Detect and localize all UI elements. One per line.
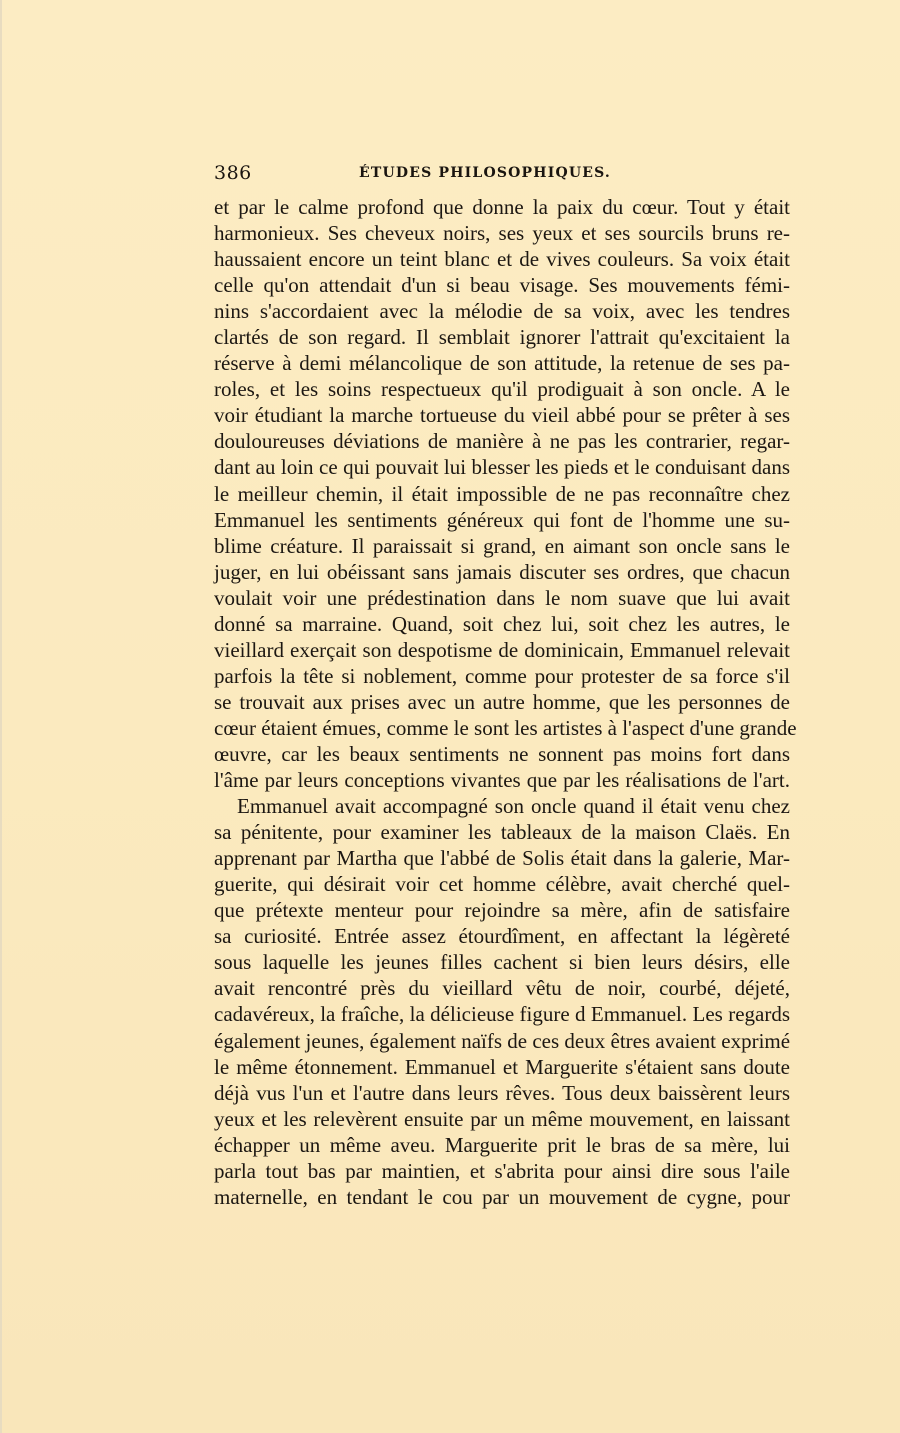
text-line: nins s'accordaient avec la mélodie de sa voix, avec les tendres — [214, 299, 790, 324]
text-line: blime créature. Il paraissait si grand, en aimant son oncle sans le — [214, 533, 790, 558]
text-line: sous laquelle les jeunes filles cachent si bien leurs désirs, elle — [214, 950, 790, 975]
text-line: juger, en lui obéissant sans jamais discuter ses ordres, que chacun — [214, 559, 790, 584]
text-line: le même étonnement. Emmanuel et Marguerite s'étaient sans doute — [214, 1054, 790, 1079]
text-line: harmonieux. Ses cheveux noirs, ses yeux et ses sourcils bruns re- — [214, 221, 790, 246]
text-line: échapper un même aveu. Marguerite prit le bras de sa mère, lui — [214, 1132, 790, 1157]
text-line: que prétexte menteur pour rejoindre sa mère, afin de satisfaire — [214, 898, 790, 923]
text-line: celle qu'on attendait d'un si beau visage. Ses mouvements fémi- — [214, 273, 790, 298]
text-line: maternelle, en tendant le cou par un mouvement de cygne, pour — [214, 1184, 790, 1209]
text-line: Emmanuel avait accompagné son oncle quand il était venu chez — [237, 794, 790, 819]
text-line: également jeunes, également naïfs de ces deux êtres avaient exprimé — [214, 1028, 791, 1053]
text-line: le meilleur chemin, il était impossible de ne pas reconnaître chez — [214, 481, 790, 506]
text-line: guerite, qui désirait voir cet homme célèbre, avait cherché quel- — [214, 872, 790, 897]
paragraph-2 — [214, 793, 790, 1210]
text-line: clartés de son regard. Il semblait ignorer l'attrait qu'excitaient la — [214, 325, 790, 350]
text-line: cadavéreux, la fraîche, la délicieuse figure d Emmanuel. Les regards — [214, 1002, 790, 1027]
text-line: cœur étaient émues, comme le sont les artistes à l'aspect d'une grande — [214, 715, 797, 740]
text-line: roles, et les soins respectueux qu'il prodiguait à son oncle. A le — [214, 377, 790, 402]
text-line: l'âme par leurs conceptions vivantes que par les réalisations de l'art. — [214, 768, 790, 793]
text-line: haussaient encore un teint blanc et de vives couleurs. Sa voix était — [214, 247, 790, 272]
running-head — [214, 160, 790, 186]
text-line: douloureuses déviations de manière à ne pas les contrarier, regar- — [214, 429, 790, 454]
text-line: avait rencontré près du vieillard vêtu de noir, courbé, déjeté, — [214, 976, 790, 1001]
text-line: voulait voir une prédestination dans le nom suave que lui avait — [214, 585, 790, 610]
text-line: parfois la tête si noblement, comme pour protester de sa force s'il — [214, 663, 790, 688]
text-line: sa pénitente, pour examiner les tableaux de la maison Claës. En — [214, 820, 790, 845]
text-line: et par le calme profond que donne la paix du cœur. Tout y était — [214, 195, 790, 219]
body-text — [214, 194, 797, 1210]
text-line: se trouvait aux prises avec un autre homme, que les personnes de — [214, 689, 790, 714]
text-line: apprenant par Martha que l'abbé de Solis était dans la galerie, Mar- — [214, 846, 790, 871]
text-line: Emmanuel les sentiments généreux qui font de l'homme une su- — [214, 507, 790, 532]
text-line: déjà vus l'un et l'autre dans leurs rêves. Tous deux baissèrent leurs — [214, 1080, 790, 1105]
text-line: parla tout bas par maintien, et s'abrita pour ainsi dire sous l'aile — [214, 1158, 790, 1183]
text-line: vieillard exerçait son despotisme de dominicain, Emmanuel relevait — [214, 637, 790, 662]
text-line: dant au loin ce qui pouvait lui blesser les pieds et le conduisant dans — [214, 455, 790, 480]
running-title: ÉTUDES PHILOSOPHIQUES. — [359, 165, 612, 181]
text-line: sa curiosité. Entrée assez étourdîment, en affectant la légèreté — [214, 924, 790, 949]
text-line: voir étudiant la marche tortueuse du vieil abbé pour se prêter à ses — [214, 403, 790, 428]
text-line: réserve à demi mélancolique de son attitude, la retenue de ses pa- — [214, 351, 790, 376]
text-line: œuvre, car les beaux sentiments ne sonnent pas moins fort dans — [214, 741, 790, 766]
text-line: donné sa marraine. Quand, soit chez lui, soit chez les autres, le — [214, 611, 790, 636]
text-line: yeux et les relevèrent ensuite par un même mouvement, en laissant — [214, 1106, 790, 1131]
paragraph-1 — [214, 194, 797, 793]
page-number: 386 — [214, 162, 252, 184]
